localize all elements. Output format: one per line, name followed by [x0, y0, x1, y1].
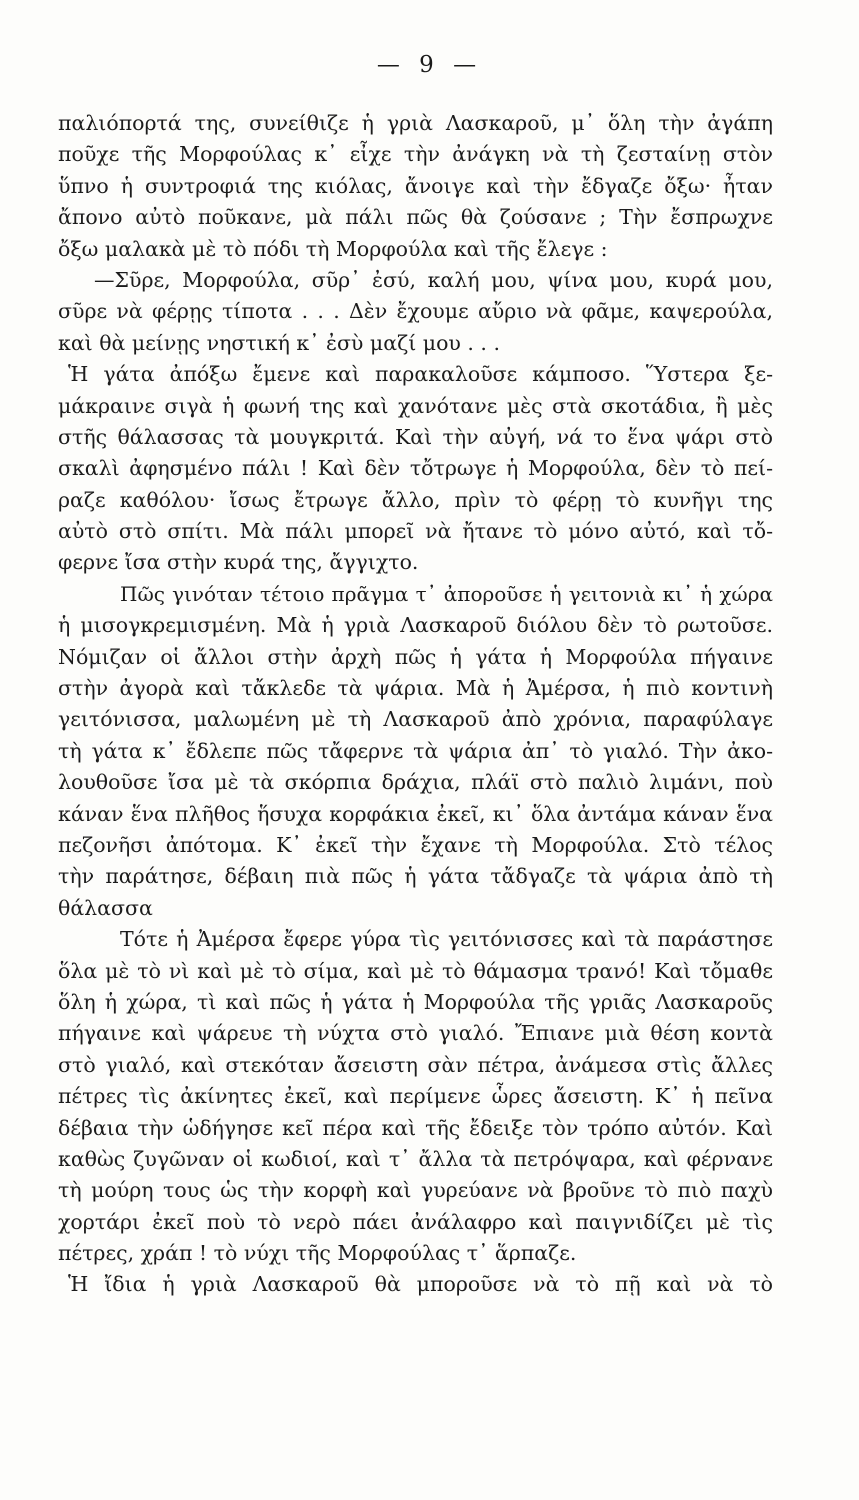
text-line: πεζονῆσι ἀπότομα. Κ᾽ ἐκεῖ τὴν ἔχανε τὴ Μορφούλα. Στὸ τέλος: [58, 832, 773, 857]
text-line: σῦρε νὰ φέρῃς τίποτα . . . Δὲν ἔχουμε αὔριο νὰ φᾶμε, καψερούλα,: [58, 299, 773, 324]
text-line: μάκραινε σιγὰ ἡ φωνή της καὶ χανότανε μὲς στὰ σκοτάδια, ἢ μὲς: [58, 393, 773, 418]
text-line: σκαλὶ ἀφησμένο πάλι ! Καὶ δὲν τὄτρωγε ἡ Μορφούλα, δὲν τὸ πεί-: [58, 456, 773, 481]
text-line: πέτρες, χράπ ! τὸ νύχι τῆς Μορφούλας τ᾽ ἅρπαζε.: [58, 1241, 577, 1266]
text-line: δέβαια τὴν ὡδήγησε κεῖ πέρα καὶ τῆς ἔδειξε τὸν τρόπο αὐτόν. Καὶ: [58, 1115, 773, 1140]
text-line: τὴ μούρη τους ὡς τὴν κορφὴ καὶ γυρεύανε νὰ βροῦνε τὸ πιὸ παχὺ: [58, 1178, 773, 1203]
text-line: ἡ μισογκρεμισμένη. Μὰ ἡ γριὰ Λασκαροῦ διόλου δὲν τὸ ρωτοῦσε.: [58, 613, 773, 638]
text-line: Νόμιζαν οἱ ἄλλοι στὴν ἀρχὴ πῶς ἡ γάτα ἡ Μορφούλα πήγαινε: [58, 644, 773, 669]
text-line: χορτάρι ἐκεῖ ποὺ τὸ νερὸ πάει ἀνάλαφρο καὶ παιγνιδίζει μὲ τὶς: [58, 1209, 773, 1234]
text-line: πήγαινε καὶ ψάρευε τὴ νύχτα στὸ γιαλό. Ἔπιανε μιὰ θέση κοντὰ: [58, 1021, 773, 1046]
text-line: ὅλα μὲ τὸ νὶ καὶ μὲ τὸ σίμα, καὶ μὲ τὸ θάμασμα τρανό! Καὶ τὄμαθε: [58, 958, 773, 983]
page-number: — 9 —: [376, 52, 483, 78]
text-line: ὄξω μαλακὰ μὲ τὸ πόδι τὴ Μορφούλα καὶ τῆς ἔλεγε :: [58, 236, 608, 261]
text-line: ποῦχε τῆς Μορφούλας κ᾽ εἶχε τὴν ἀνάγκη νὰ τὴ ζεσταίνῃ στὸν: [58, 142, 773, 167]
text-line: —Σῦρε, Μορφούλα, σῦρ᾽ ἐσύ, καλή μου, ψίνα μου, κυρά μου,: [94, 267, 773, 292]
body-text: [58, 108, 773, 1301]
text-line: στῆς θάλασσας τὰ μουγκριτά. Καὶ τὴν αὐγή, νά το ἕνα ψάρι στὸ: [58, 424, 773, 449]
text-line: παλιόπορτά της, συνείθιζε ἡ γριὰ Λασκαροῦ, μ᾽ ὅλη τὴν ἀγάπη: [58, 111, 773, 135]
text-line: καθὼς ζυγῶναν οἱ κωδιοί, καὶ τ᾽ ἄλλα τὰ πετρόψαρα, καὶ φέρνανε: [58, 1146, 773, 1171]
text-line: καὶ θὰ μείνῃς νηστική κ᾽ ἐσὺ μαζί μου . . .: [58, 330, 500, 355]
text-line: στὴν ἀγορὰ καὶ τἄκλεδε τὰ ψάρια. Μὰ ἡ Ἀμέρσα, ἡ πιὸ κοντινὴ: [58, 676, 773, 701]
text-line: κάναν ἕνα πλῆθος ἥσυχα κορφάκια ἐκεῖ, κι᾽ ὅλα ἀντάμα κάναν ἕνα: [58, 801, 773, 826]
text-line: τὴν παράτησε, δέβαιη πιὰ πῶς ἡ γάτα τἄδγαζε τὰ ψάρια ἀπὸ τὴ: [58, 864, 773, 889]
text-line: πέτρες τὶς ἀκίνητες ἐκεῖ, καὶ περίμενε ὧρες ἄσειστη. Κ᾽ ἡ πεῖνα: [58, 1084, 773, 1109]
text-line: Πῶς γινόταν τέτοιο πρᾶγμα τ᾽ ἀποροῦσε ἡ γειτονιὰ κι᾽ ἡ χώρα: [120, 581, 773, 606]
text-line: αὐτὸ στὸ σπίτι. Μὰ πάλι μπορεῖ νὰ ἤτανε τὸ μόνο αὐτό, καὶ τὄ-: [58, 519, 773, 544]
text-line: φερνε ἴσα στὴν κυρά της, ἄγγιχτο.: [58, 550, 419, 575]
text-line: Ἡ γάτα ἀπόξω ἔμενε καὶ παρακαλοῦσε κάμποσο. Ὕστερα ξε-: [68, 362, 773, 387]
text-line: ὕπνο ἡ συντροφιά της κιόλας, ἄνοιγε καὶ τὴν ἔδγαζε ὄξω· ἦταν: [58, 173, 773, 198]
text-line: λουθοῦσε ἴσα μὲ τὰ σκόρπια δράχια, πλάϊ στὸ παλιὸ λιμάνι, ποὺ: [58, 770, 773, 795]
text-line: ὅλη ἡ χώρα, τὶ καὶ πῶς ἡ γάτα ἡ Μορφούλα τῆς γριᾶς Λασκαροῦς: [58, 989, 773, 1014]
text-line: ραζε καθόλου· ἴσως ἔτρωγε ἄλλο, πρὶν τὸ φέρῃ τὸ κυνῆγι της: [58, 487, 773, 512]
text-line: τὴ γάτα κ᾽ ἔδλεπε πῶς τἄφερνε τὰ ψάρια ἀπ᾽ τὸ γιαλό. Τὴν ἀκο-: [58, 738, 773, 763]
text-line: στὸ γιαλό, καὶ στεκόταν ἄσειστη σὰν πέτρα, ἀνάμεσα στὶς ἄλλες: [58, 1052, 773, 1077]
text-line: Τότε ἡ Ἀμέρσα ἔφερε γύρα τὶς γειτόνισσες καὶ τὰ παράστησε: [120, 927, 773, 952]
text-line: ἄπονο αὐτὸ ποῦκανε, μὰ πάλι πῶς θὰ ζούσανε ; Τὴν ἔσπρωχνε: [58, 205, 773, 230]
text-line: γειτόνισσα, μαλωμένη μὲ τὴ Λασκαροῦ ἀπὸ χρόνια, παραφύλαγε: [58, 707, 773, 732]
text-line: θάλασσα: [58, 895, 153, 920]
text-line: Ἡ ἴδια ἡ γριὰ Λασκαροῦ θὰ μποροῦσε νὰ τὸ πῇ καὶ νὰ τὸ: [68, 1272, 773, 1297]
